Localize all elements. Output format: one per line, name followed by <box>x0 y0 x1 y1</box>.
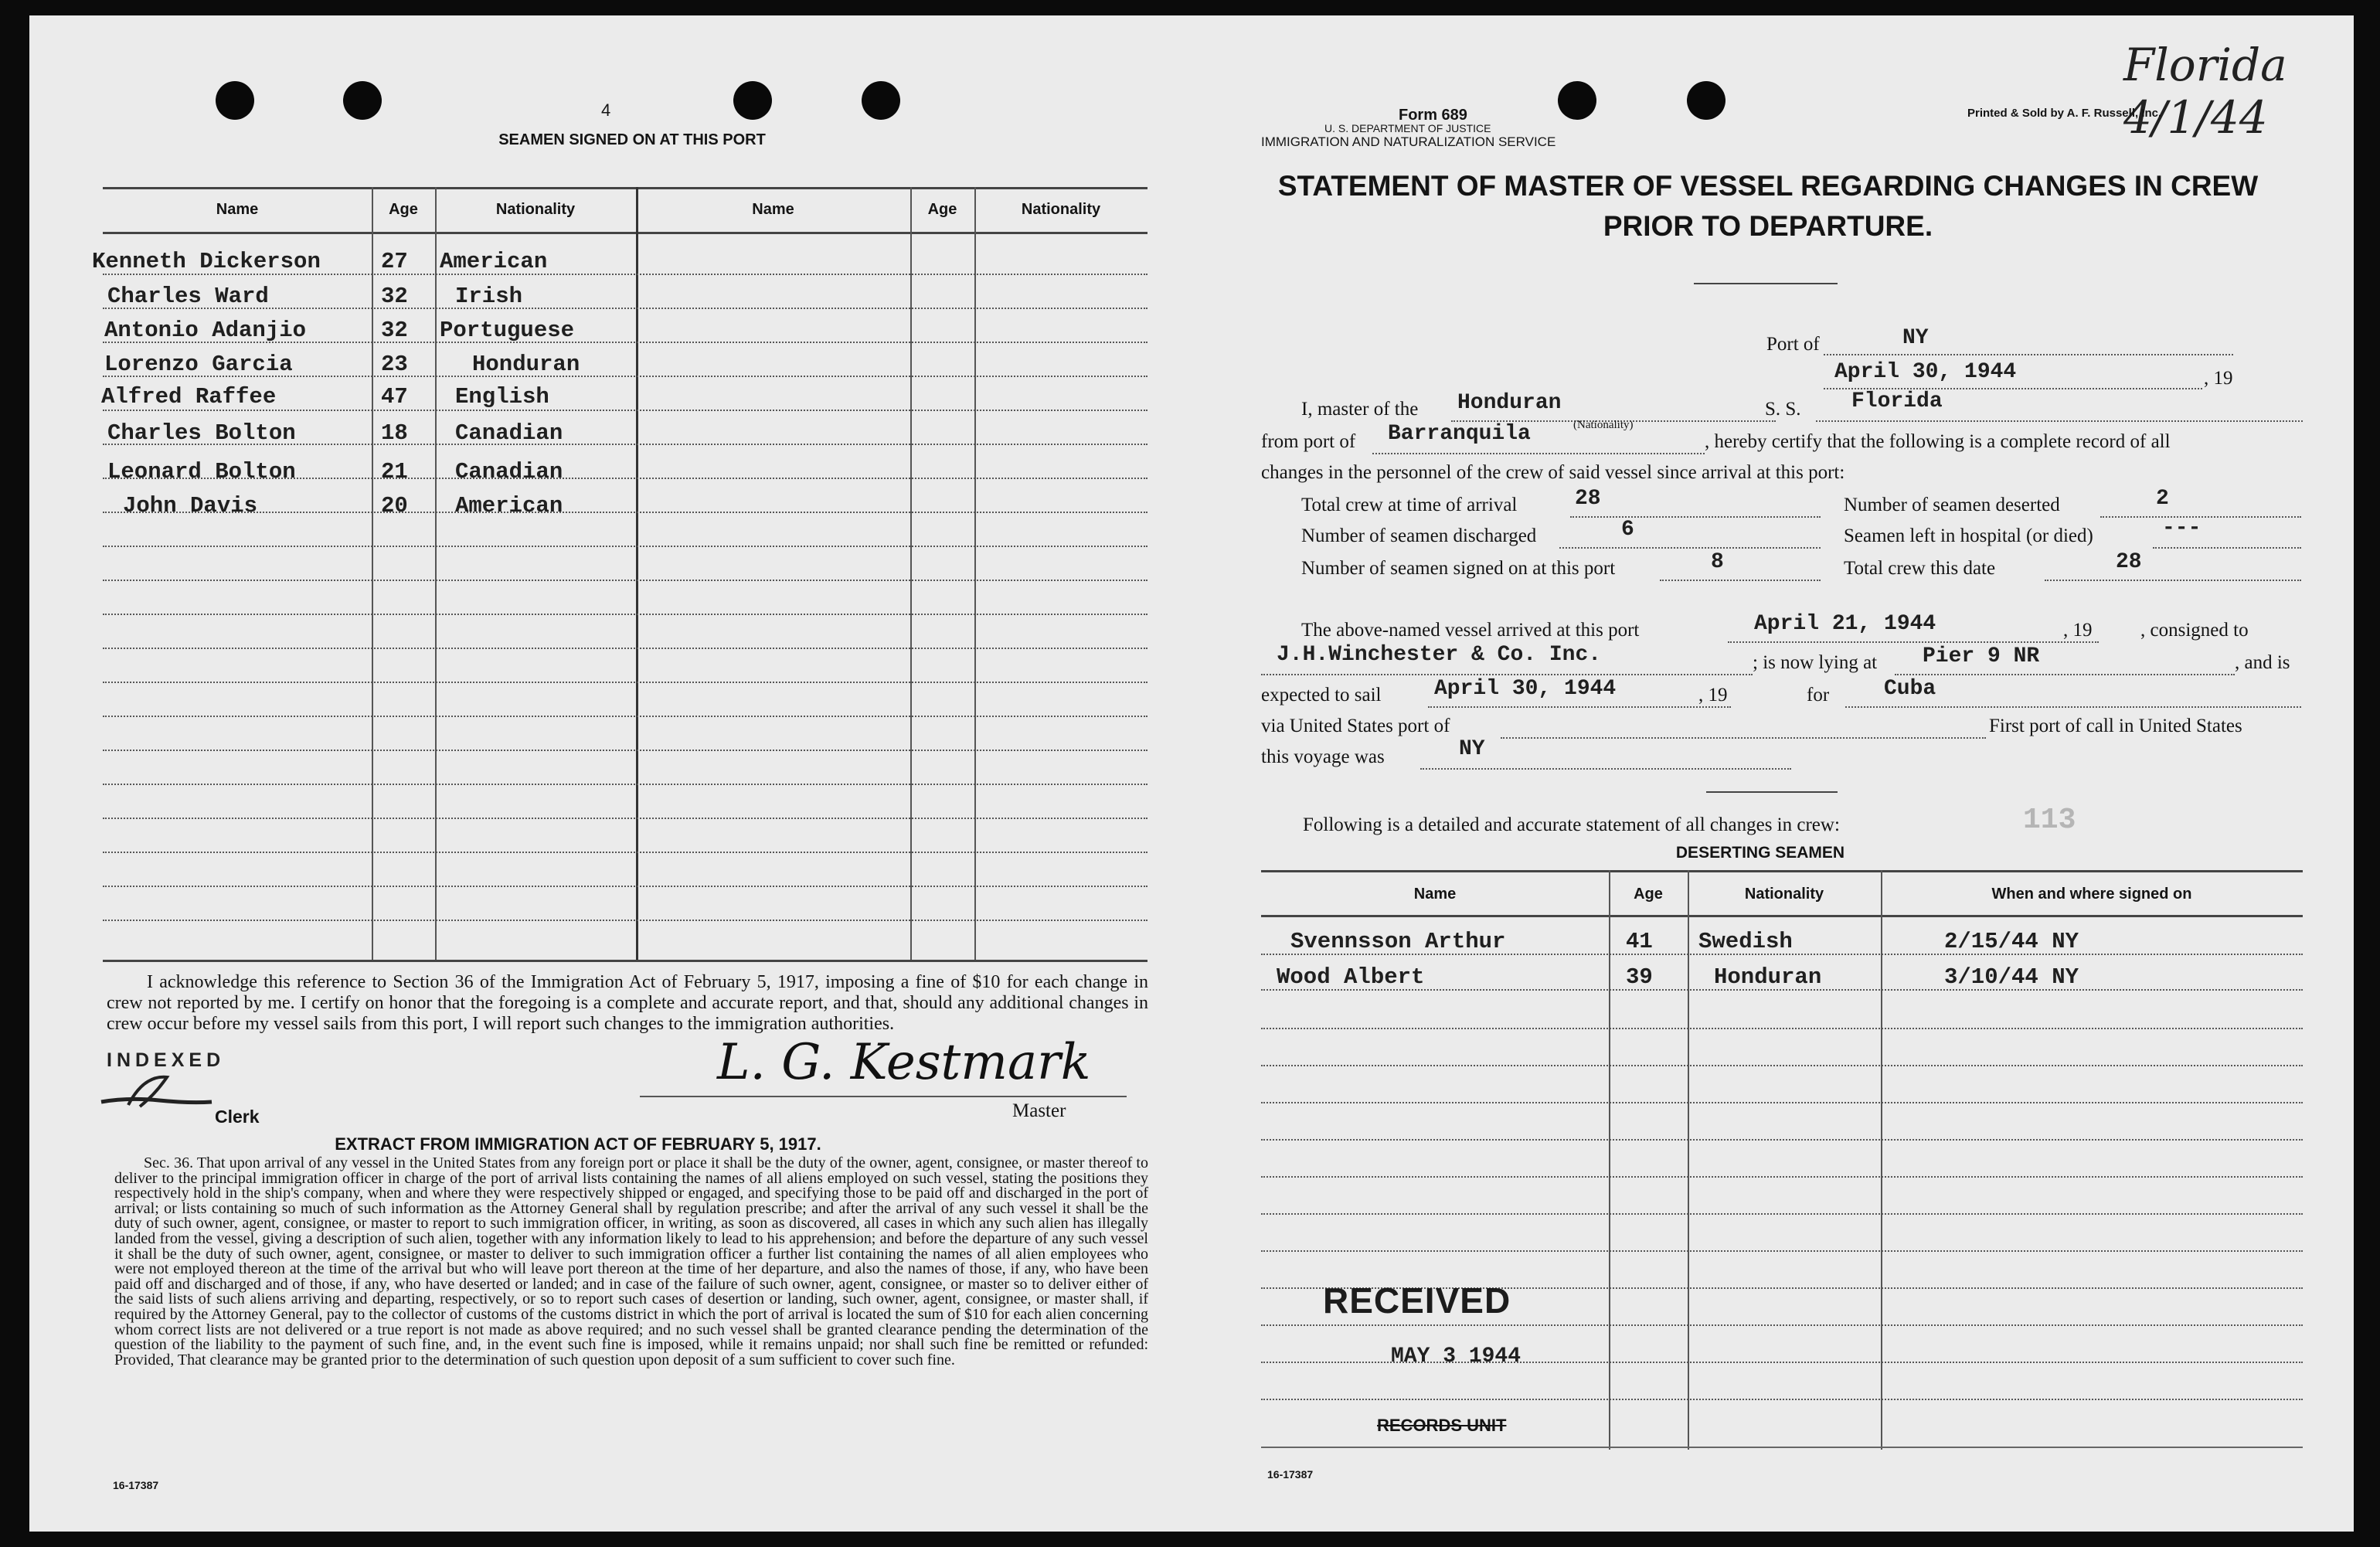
arrived-suffix: , 19 <box>2063 620 2093 641</box>
master-signature-text: L. G. Kestmark <box>717 1034 1091 1091</box>
deserted-value: 2 <box>2156 487 2169 511</box>
seaman-age: 32 <box>381 284 408 309</box>
lying-value: Pier 9 NR <box>1923 644 2040 668</box>
date-suffix: , 19 <box>2204 368 2233 389</box>
deserter-signed-on: 2/15/44 NY <box>1944 929 2079 954</box>
for-label: for <box>1807 685 1830 706</box>
seaman-name: Kenneth Dickerson <box>92 249 321 274</box>
seaman-name: Lorenzo Garcia <box>104 352 293 377</box>
table-row <box>92 249 636 275</box>
punch-hole <box>733 81 772 120</box>
total-crew-arrival-value: 28 <box>1575 487 1601 511</box>
seaman-nationality: Portuguese <box>440 318 575 343</box>
received-stamp: RECEIVED <box>1323 1280 1511 1321</box>
following-text: Following is a detailed and accurate statement of all changes in crew: <box>1303 814 1840 835</box>
master-of-the-label: I, master of the <box>1301 399 1419 420</box>
seaman-age: 18 <box>381 420 408 446</box>
port-of-value: NY <box>1902 326 1929 350</box>
col-header-when-where: When and where signed on <box>1991 886 2192 903</box>
seaman-name: Charles Ward <box>107 284 269 309</box>
signature-line <box>640 1096 1127 1097</box>
form-number: Form 689 <box>1399 107 1467 124</box>
and-is-label: , and is <box>2235 652 2290 673</box>
deserting-title: DESERTING SEAMEN <box>1675 844 1845 862</box>
discharged-label: Number of seamen discharged <box>1301 525 1537 546</box>
seaman-name: Antonio Adanjio <box>104 318 307 343</box>
seaman-nationality: American <box>455 493 563 518</box>
arrived-value: April 21, 1944 <box>1754 612 1936 636</box>
total-crew-date-label: Total crew this date <box>1844 558 1996 579</box>
expected-label: expected to sail <box>1261 685 1382 706</box>
seaman-age: 21 <box>381 459 408 484</box>
extract-text: Sec. 36. That upon arrival of any vessel in the United States from any foreign port or place it shall be the duty of the owner, agent, consignee, or master thereof to deliver to the principal immigration officer in charge of the port of arrival lists containing the names of all aliens employed on such vessel, stating the positions they respectively hold in the ship's company, when and where they were respectively shipped or engaged, and specifying those to be paid off and discharged in the port of arrival; or lists containing so much of such information as the Attorney General shall by regulation prescribe; and after the arrival of any such vessel it shall be the duty of such owner, agent, consignee, or master to report to such immigration officer, in writing, as soon as discovered, all cases in which any such alien has illegally landed from the vessel, giving a description of such alien, together with any information likely to lead to his apprehension; and before the departure of any such vessel it shall be the duty of such owner, agent, consignee, or master to deliver to such immigration officer a further list containing the names of all alien employees who were not employed thereon at the time of the arrival but who will leave port thereon at the time of her departure, and also the names of those, if any, who have been paid off and discharged and of those, if any, who have deserted or landed; and in case of the failure of such owner, agent, consignee, or master so to deliver either of the said lists of such aliens arriving and departing, respectively, or so to report such cases of desertion or landing, such owner, agent, consignee, or master shall, if required by the Attorney General, pay to the collector of customs of the customs district in which the port of arrival is located the sum of $10 for each alien concerning whom correct lists are not delivered or a true report is not made as above required; and no such vessel shall be granted clearance pending the determination of the question of the liability to the payment of such fine, and, in the event such fine is imposed, while it remains unpaid; nor shall such fine be remitted or refunded: Provided, That clearance may be granted prior to the determination of such question upon deposit of a sum sufficient to cover such fine. <box>114 1154 1148 1368</box>
punch-hole <box>1558 81 1596 120</box>
col-header-age: Age <box>927 201 957 218</box>
voyage-label: this voyage was <box>1261 746 1385 767</box>
consigned-label: , consigned to <box>2140 620 2249 641</box>
section-rule <box>1706 791 1838 793</box>
extract-title: EXTRACT FROM IMMIGRATION ACT OF FEBRUARY 5, 1917. <box>335 1134 821 1154</box>
form-title-line1: STATEMENT OF MASTER OF VESSEL REGARDING CHANGES IN CREW <box>1277 170 2259 202</box>
service-name: IMMIGRATION AND NATURALIZATION SERVICE <box>1261 134 1556 149</box>
master-label: Master <box>1012 1100 1066 1121</box>
nationality-caption: (Nationality) <box>1573 419 1634 431</box>
seamen-signed-on-table <box>92 178 1148 966</box>
total-crew-date-value: 28 <box>2116 550 2142 574</box>
arrived-label: The above-named vessel arrived at this port <box>1301 620 1640 641</box>
col-header-name: Name <box>752 201 794 218</box>
changes-text: changes in the personnel of the crew of said vessel since arrival at this port: <box>1261 462 1845 483</box>
table-row <box>103 284 636 310</box>
seaman-name: Leonard Bolton <box>107 459 296 484</box>
seaman-nationality: Honduran <box>472 352 580 377</box>
table-row <box>103 384 636 410</box>
table-row <box>103 420 636 447</box>
signed-on-label: Number of seamen signed on at this port <box>1301 558 1616 579</box>
hospital-value: --- <box>2162 516 2202 540</box>
punch-hole <box>1687 81 1726 120</box>
table-row <box>103 459 636 485</box>
deserter-name: Svennsson Arthur <box>1290 929 1506 954</box>
punch-hole <box>216 81 254 120</box>
date-value: April 30, 1944 <box>1834 360 2017 384</box>
via-label: via United States port of <box>1261 716 1450 736</box>
col-header-name: Name <box>1413 886 1457 903</box>
col-header-nationality: Nationality <box>1021 201 1101 218</box>
left-form-code: 16-17387 <box>113 1479 159 1491</box>
seaman-name: Alfred Raffee <box>101 384 277 410</box>
expected-value: April 30, 1944 <box>1434 677 1617 701</box>
right-form-code: 16-17387 <box>1267 1468 1314 1481</box>
punch-hole <box>862 81 900 120</box>
port-of-label: Port of <box>1766 334 1820 355</box>
col-header-nationality: Nationality <box>1744 886 1824 903</box>
certify-text: , hereby certify that the following is a complete record of all <box>1705 431 2171 452</box>
vessel-name: Florida <box>1851 389 1943 413</box>
left-page-title: SEAMEN SIGNED ON AT THIS PORT <box>498 131 766 148</box>
seaman-nationality: Canadian <box>455 420 563 446</box>
seaman-name: John Davis <box>123 493 258 518</box>
seaman-name: Charles Bolton <box>107 420 296 446</box>
handwritten-corner-note: Florida 4/1/44 <box>2123 39 2287 144</box>
page-number: 4 <box>601 100 611 120</box>
records-unit-stamp: RECORDS UNIT <box>1377 1416 1507 1435</box>
consignee-value: J.H.Winchester & Co. Inc. <box>1277 643 1602 667</box>
from-port-label: from port of <box>1261 431 1356 452</box>
document-sheet <box>29 15 2354 1532</box>
col-header-name: Name <box>216 201 259 218</box>
for-value: Cuba <box>1884 677 1936 701</box>
punch-hole <box>343 81 382 120</box>
master-signature <box>702 1032 1103 1094</box>
stamp-number: 113 <box>2023 804 2076 837</box>
seaman-age: 20 <box>381 493 408 518</box>
seaman-age: 47 <box>381 384 408 410</box>
seaman-age: 27 <box>381 249 408 274</box>
total-crew-arrival-label: Total crew at time of arrival <box>1301 495 1518 515</box>
table-row <box>1261 964 2303 991</box>
hospital-label: Seamen left in hospital (or died) <box>1844 525 2093 546</box>
col-header-age: Age <box>389 201 418 218</box>
table-row <box>103 318 636 344</box>
seaman-nationality: Canadian <box>455 459 563 484</box>
discharged-value: 6 <box>1621 518 1634 542</box>
clerk-initials-mark <box>97 1071 213 1110</box>
col-header-age: Age <box>1634 886 1663 903</box>
lying-label: ; is now lying at <box>1753 652 1878 673</box>
clerk-label: Clerk <box>215 1107 260 1127</box>
department-name: U. S. DEPARTMENT OF JUSTICE <box>1324 122 1491 134</box>
voyage-value: NY <box>1459 737 1485 761</box>
ss-label: S. S. <box>1765 399 1801 420</box>
form-title-line2: PRIOR TO DEPARTURE. <box>1603 210 1933 242</box>
from-port-value: Barranquila <box>1388 422 1531 446</box>
nationality-value: Honduran <box>1457 391 1562 415</box>
deserting-seamen-table <box>1261 865 2303 1453</box>
deserter-nationality: Honduran <box>1714 964 1822 990</box>
deserter-name: Wood Albert <box>1277 964 1425 990</box>
seaman-age: 23 <box>381 352 408 377</box>
seaman-nationality: English <box>455 384 549 410</box>
seaman-nationality: Irish <box>455 284 523 309</box>
signed-on-value: 8 <box>1711 550 1724 574</box>
table-row <box>103 493 636 519</box>
expected-suffix: , 19 <box>1698 685 1728 706</box>
printer-credit: Printed & Sold by A. F. Russell, Inc. <box>1967 107 2162 120</box>
first-port-label: First port of call in United States <box>1989 716 2242 736</box>
acknowledgement-text: I acknowledge this reference to Section 36 of the Immigration Act of February 5, 1917, imposing a fine of $10 for each change in crew not reported by me. I certify on honor that the foregoing is a complete and accurate report, and that, should any additional changes in crew occur before my vessel sails from this port, I will report such changes to the immigration authorities. <box>107 972 1148 1034</box>
table-row <box>103 352 636 378</box>
deserter-age: 41 <box>1626 929 1653 954</box>
seaman-age: 32 <box>381 318 408 343</box>
seaman-nationality: American <box>440 249 548 274</box>
deserter-nationality: Swedish <box>1698 929 1793 954</box>
received-date: MAY 3 1944 <box>1391 1345 1522 1368</box>
deserted-label: Number of seamen deserted <box>1844 495 2060 515</box>
table-row <box>1261 929 2303 955</box>
deserter-signed-on: 3/10/44 NY <box>1944 964 2079 990</box>
deserter-age: 39 <box>1626 964 1653 990</box>
indexed-stamp: INDEXED <box>107 1049 226 1071</box>
col-header-nationality: Nationality <box>495 201 576 218</box>
title-rule <box>1694 283 1838 284</box>
